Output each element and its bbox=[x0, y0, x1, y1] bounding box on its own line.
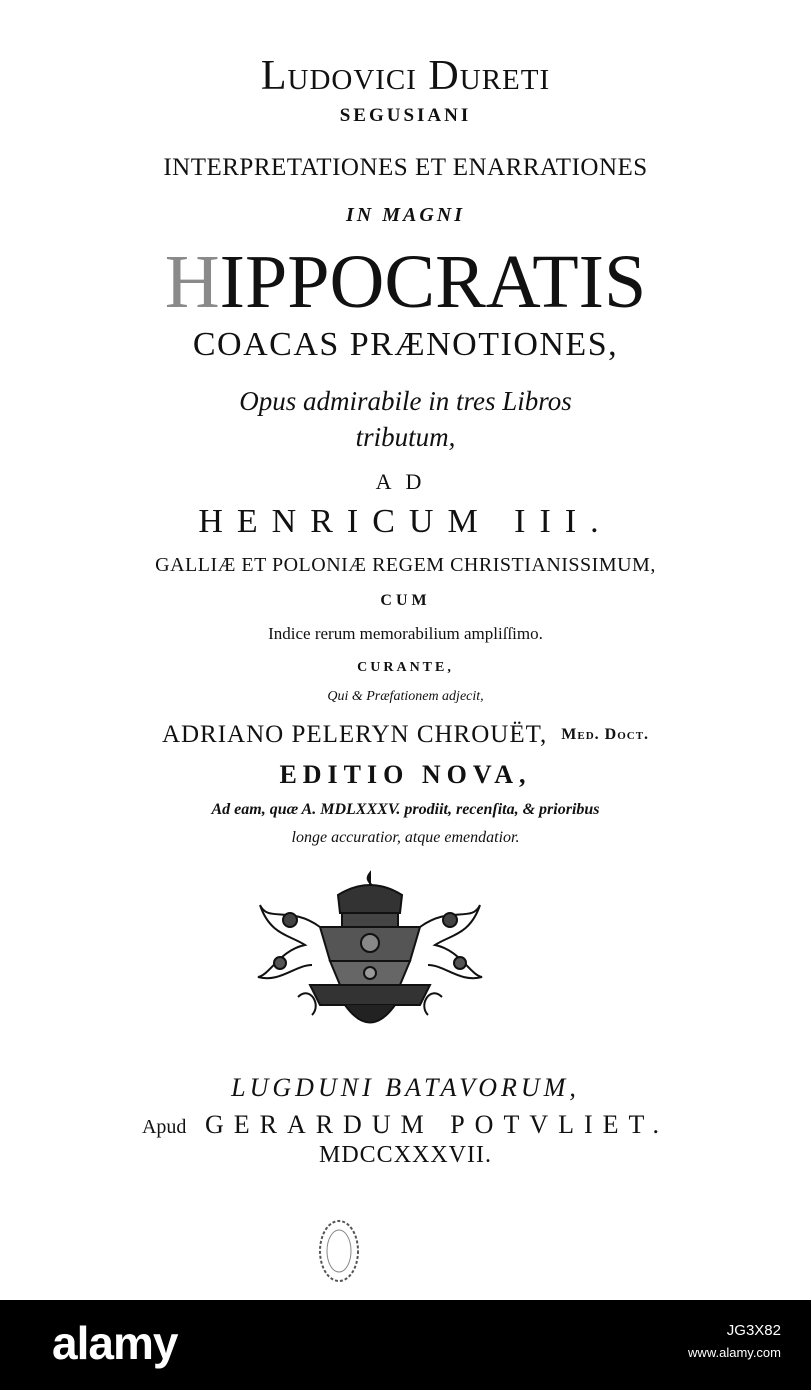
preface-note: Qui & Præfationem adjecit, bbox=[327, 689, 484, 704]
imprint-year: MDCCXXXVII. bbox=[319, 1142, 492, 1168]
index-note: Indice rerum memorabilium ampliſſimo. bbox=[268, 624, 543, 643]
dedicatee-title: GALLIÆ ET POLONIÆ REGEM CHRISTIANISSIMUM, bbox=[155, 554, 656, 576]
imprint-printer-line bbox=[0, 1112, 811, 1138]
editor-name: ADRIANO PELERYN CHROUËT, bbox=[161, 721, 548, 748]
cum-line: CUM bbox=[380, 592, 431, 609]
editor-line bbox=[0, 722, 811, 747]
work-title: COACAS PRÆNOTIONES, bbox=[192, 326, 619, 363]
printers-ornament-icon bbox=[250, 865, 490, 1040]
library-stamp-icon bbox=[316, 1215, 362, 1287]
imprint-apud: Apud bbox=[141, 1116, 187, 1138]
main-title bbox=[0, 240, 811, 324]
watermark-bar bbox=[0, 1300, 811, 1390]
dedicatee-name: HENRICUM III. bbox=[198, 503, 613, 540]
description-line-2: tributum, bbox=[355, 422, 456, 452]
author-name: Ludovici Dureti bbox=[260, 53, 551, 99]
main-title-initial: H bbox=[164, 240, 220, 324]
description-line-1: Opus admirabile in tres Libros bbox=[239, 386, 572, 416]
dedication-ad: AD bbox=[375, 469, 436, 494]
main-title-rest: IPPOCRATIS bbox=[219, 240, 647, 324]
edition-note-line-1: Ad eam, quæ A. MDLXXXV. prodiit, recenſita, & prioribus bbox=[211, 801, 600, 818]
site-url[interactable]: www.alamy.com bbox=[688, 1345, 781, 1360]
author-origin: SEGUSIANI bbox=[339, 105, 472, 126]
imprint-printer: GERARDUM POTVLIET. bbox=[204, 1110, 669, 1139]
edition-note-line-2: longe accuratior, atque emendatior. bbox=[291, 829, 520, 846]
image-id: JG3X82 bbox=[726, 1322, 781, 1339]
image-meta bbox=[688, 1322, 781, 1360]
imprint-place: LUGDUNI BATAVORUM, bbox=[231, 1073, 580, 1102]
subtitle-interpretationes: INTERPRETATIONES ET ENARRATIONES bbox=[163, 154, 648, 181]
subtitle-in-magni: IN MAGNI bbox=[345, 204, 466, 226]
edition-line: EDITIO NOVA, bbox=[279, 760, 532, 789]
curante-line: CURANTE, bbox=[357, 660, 454, 675]
brand-logo: alamy bbox=[52, 1317, 178, 1369]
editor-title: Med. Doct. bbox=[561, 726, 650, 743]
